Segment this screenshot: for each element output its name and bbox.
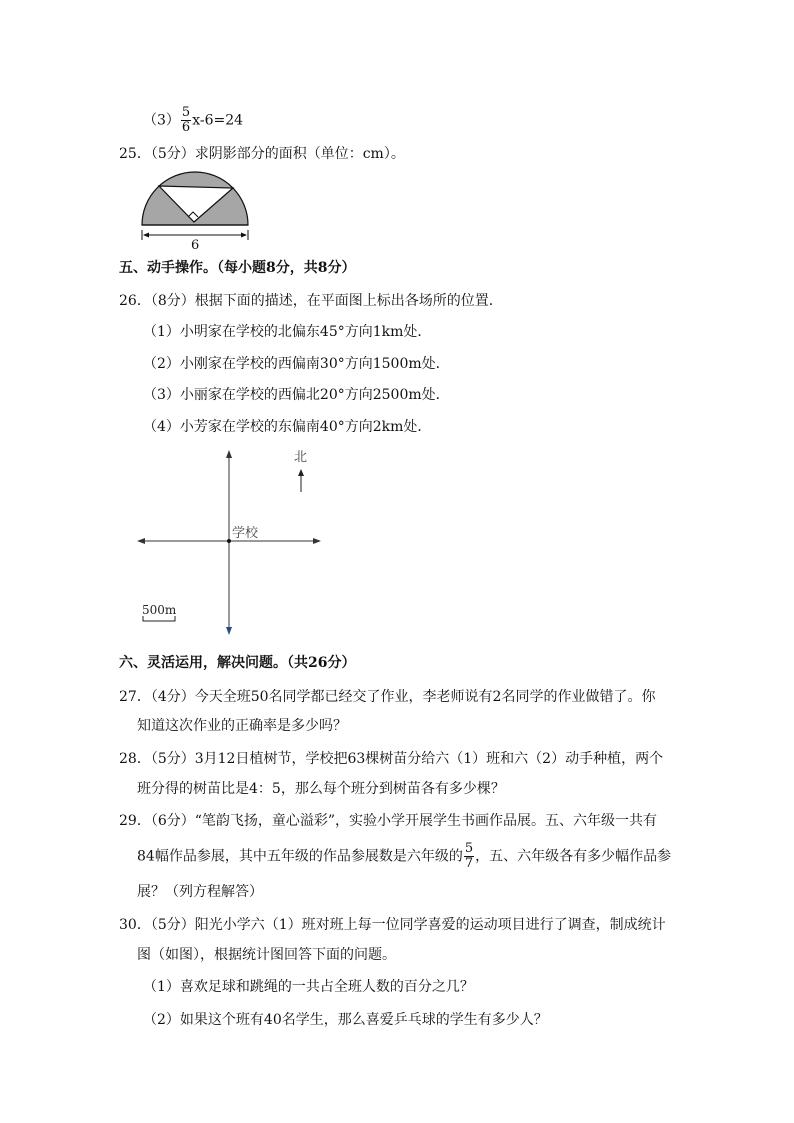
q29-line-2b: ，五、六年级各有多少幅作品参 xyxy=(475,848,672,865)
fraction-numerator: 5 xyxy=(181,105,191,120)
q26-text: 26．（8分）根据下面的描述，在平面图上标出各场所的位置． xyxy=(119,293,503,309)
map-arrow-right xyxy=(313,538,321,544)
q30-item-1: （1）喜欢足球和跳绳的一共占全班人数的百分之几？ xyxy=(143,979,474,995)
school-label: 学校 xyxy=(232,526,259,541)
q26-item-4: （4）小芳家在学校的东偏南40°方向2km处． xyxy=(143,419,432,435)
section-5-title: 五、动手操作。（每小题8分，共8分） xyxy=(119,260,356,276)
fraction-denominator: 6 xyxy=(181,120,191,135)
scale-label: 500m xyxy=(142,603,177,617)
dim-arrow-left xyxy=(143,233,149,238)
map-arrow-down xyxy=(226,627,232,635)
q24-3-rest: x-6=24 xyxy=(192,112,244,129)
q26-item-3: （3）小丽家在学校的西偏北20°方向2500m处． xyxy=(143,387,450,403)
q26-item-1: （1）小明家在学校的北偏东45°方向1km处． xyxy=(143,324,432,340)
q30-line-2: 图（如图），根据统计图回答下面的问题。 xyxy=(137,947,396,963)
q30-item-2: （2）如果这个班有40名学生，那么喜爱乒乓球的学生有多少人？ xyxy=(143,1012,548,1028)
dim-arrow-right xyxy=(241,233,247,238)
q28-line-1: 28．（5分）3月12日植树节，学校把63棵树苗分给六（1）班和六（2）动手种植，两个 xyxy=(119,751,664,767)
shaded-semicircle-figure xyxy=(134,168,256,252)
dimension-label: 6 xyxy=(191,238,200,252)
q29-line-2 xyxy=(137,842,671,871)
q30-line-1: 30．（5分）阳光小学六（1）班对班上每一位同学喜爱的运动项目进行了调查，制成统计 xyxy=(119,917,666,933)
fraction-numerator: 5 xyxy=(464,841,474,856)
q28-line-2: 班分得的树苗比是4：5，那么每个班分到树苗各有多少棵？ xyxy=(137,781,505,797)
north-arrow-icon xyxy=(298,469,304,476)
section-6-title: 六、灵活运用，解决问题。（共26分） xyxy=(119,655,356,671)
q25-text: 25．（5分）求阴影部分的面积（单位：cm）。 xyxy=(119,146,405,162)
q24-3-equation xyxy=(143,106,243,135)
north-label: 北 xyxy=(294,450,308,465)
q29-line-1: 29．（6分）“笔韵飞扬，童心溢彩”，实验小学开展学生书画作品展。五、六年级一共有 xyxy=(119,813,658,829)
q26-item-2: （2）小刚家在学校的西偏南30°方向1500m处． xyxy=(143,356,450,372)
fraction-five-sixths xyxy=(181,106,191,135)
q24-3-label: （3） xyxy=(143,112,180,129)
q27-line-1: 27．（4分）今天全班50名同学都已经交了作业，李老师说有2名同学的作业做错了。你 xyxy=(119,689,656,705)
map-arrow-left xyxy=(137,538,145,544)
fraction-denominator: 7 xyxy=(464,856,474,871)
map-arrow-up xyxy=(226,450,232,458)
q27-line-2: 知道这次作业的正确率是多少吗？ xyxy=(137,718,347,734)
q29-line-2a: 84幅作品参展，其中五年级的作品参展数是六年级的 xyxy=(137,848,463,865)
fraction-five-sevenths xyxy=(464,842,474,871)
school-point xyxy=(227,539,231,543)
q29-line-3: 展？（列方程解答） xyxy=(137,884,263,900)
school-map xyxy=(134,444,334,640)
